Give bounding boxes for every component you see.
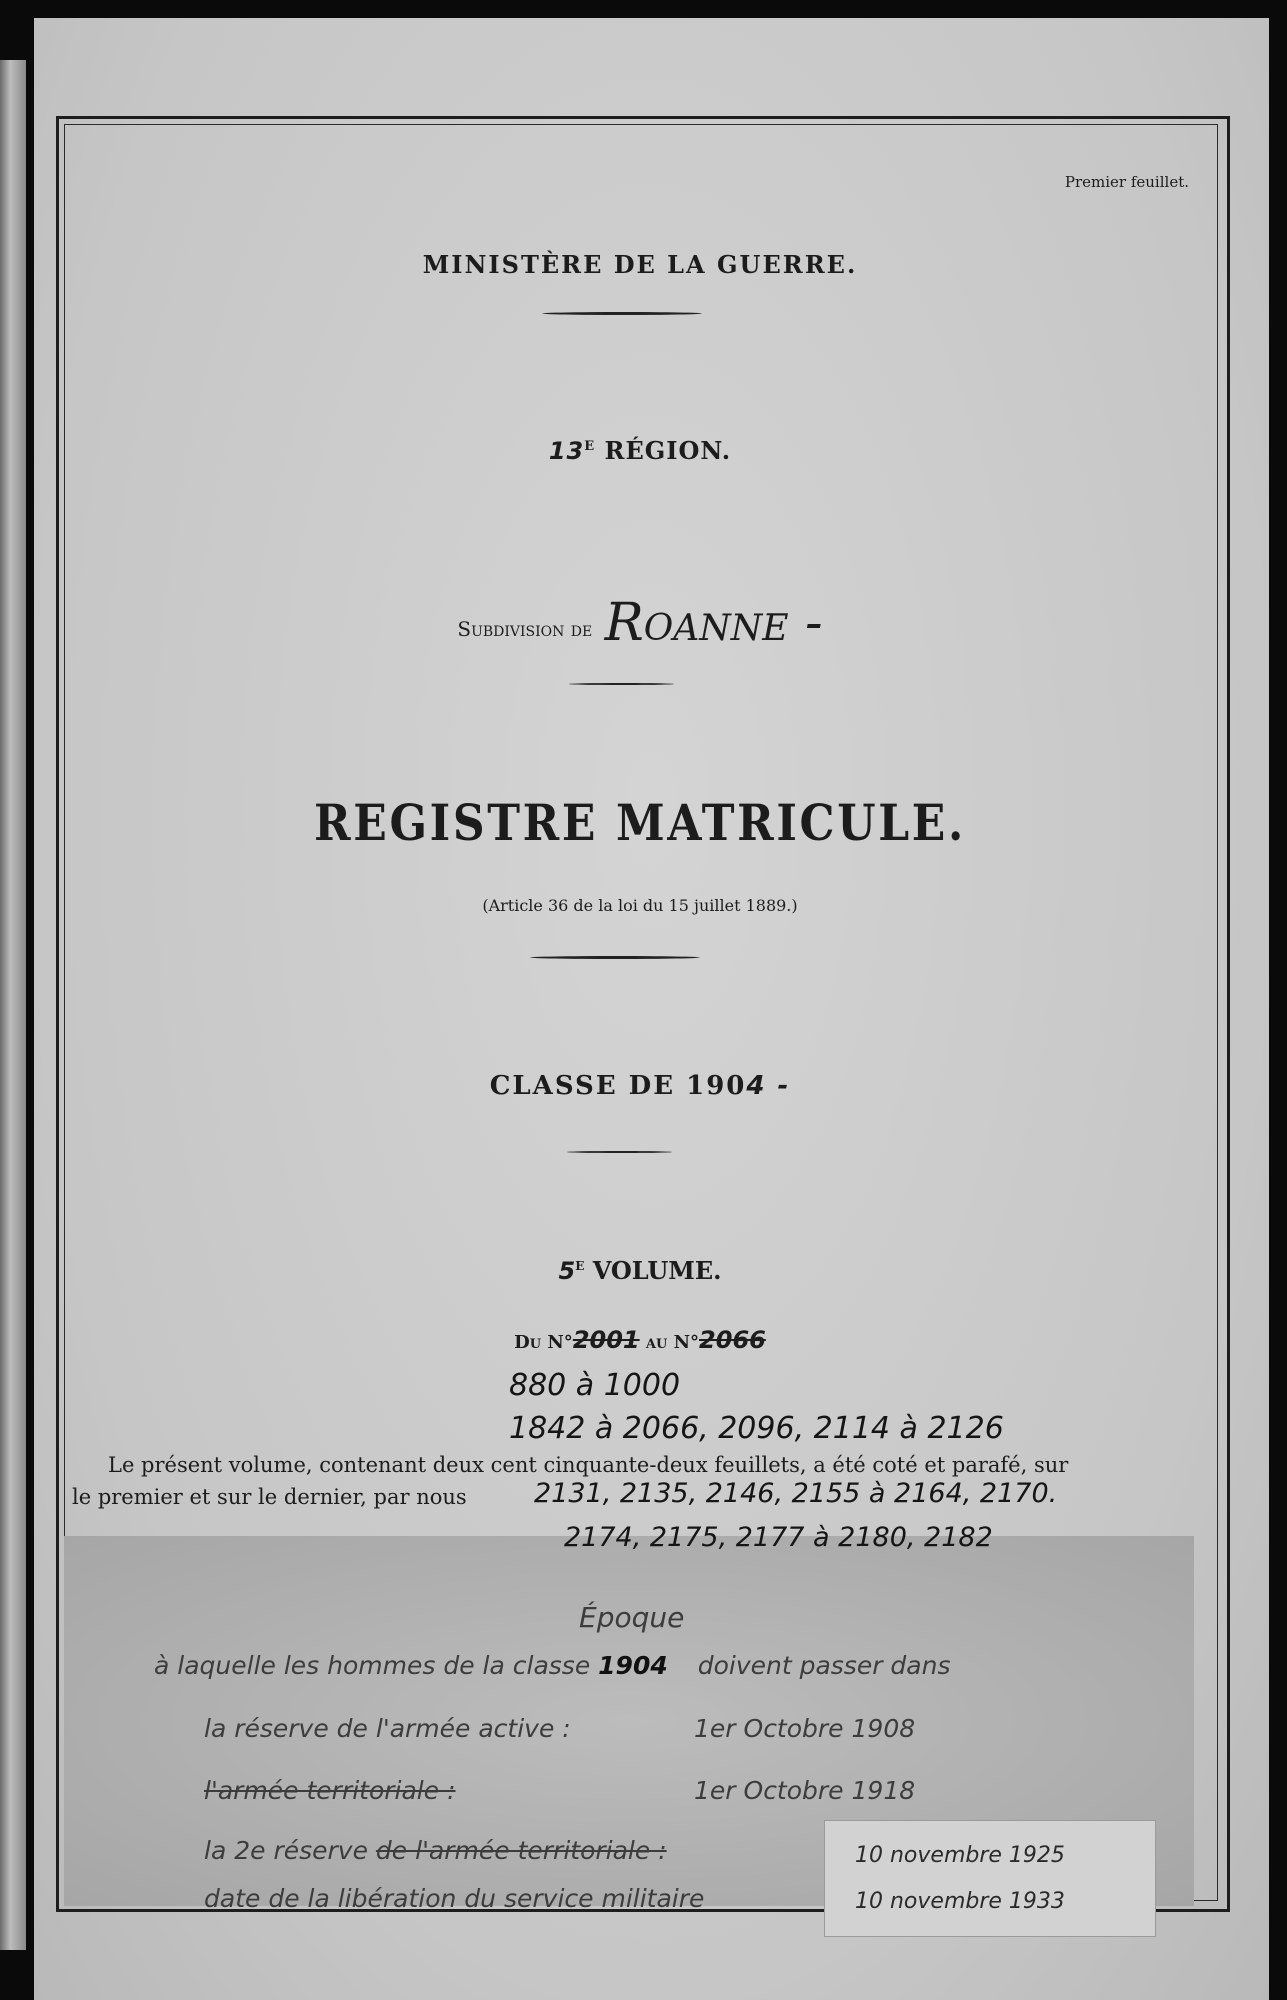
- handwritten-range-3: 2131, 2135, 2146, 2155 à 2164, 2170.: [534, 1478, 1058, 1509]
- slip-line-4-b: de l'armée territoriale :: [375, 1836, 667, 1865]
- adjacent-page-edge: [0, 60, 26, 1950]
- class-label: CLASSE DE 190: [489, 1071, 747, 1101]
- statement-line-2: le premier et sur le dernier, par nous: [72, 1485, 467, 1509]
- slip-line-2-label: la réserve de l'armée active :: [204, 1714, 571, 1743]
- region-heading: [64, 436, 1216, 465]
- range-du-label: Du N°: [514, 1332, 573, 1353]
- range-to: 2066: [699, 1326, 766, 1354]
- slip-line-3-date: 1er Octobre 1918: [694, 1776, 916, 1805]
- register-page: [34, 18, 1269, 2000]
- slip-heading: Époque: [579, 1601, 685, 1634]
- pasted-note: [824, 1820, 1156, 1937]
- slip-line-1-a: à laquelle les hommes de la classe: [154, 1651, 591, 1680]
- slip-line-4: [204, 1836, 667, 1865]
- region-label: RÉGION.: [604, 436, 732, 465]
- note-date-2: 10 novembre 1933: [855, 1889, 1065, 1914]
- number-range: [64, 1326, 1216, 1354]
- region-number: 13: [548, 437, 585, 465]
- slip-line-1: [154, 1651, 951, 1680]
- slip-line-1-b: doivent passer dans: [697, 1651, 951, 1680]
- volume-number: 5: [558, 1257, 576, 1285]
- slip-line-1-year: 1904: [598, 1651, 668, 1680]
- handwritten-range-2: 1842 à 2066, 2096, 2114 à 2126: [509, 1411, 1004, 1446]
- region-sup: E: [584, 439, 596, 454]
- divider: [542, 312, 702, 315]
- class-year-digit: 4 -: [746, 1071, 791, 1101]
- ministry-heading: MINISTÈRE DE LA GUERRE.: [422, 250, 858, 279]
- statement-line-1: Le présent volume, contenant deux cent cinquante-deux feuillets, a été coté et parafé, sur: [108, 1453, 1069, 1477]
- volume-heading: [64, 1256, 1216, 1285]
- subdivision-line: [64, 593, 1216, 653]
- register-title: REGISTRE MATRICULE.: [314, 793, 966, 852]
- volume-sup: E: [575, 1259, 585, 1273]
- feuillet-label: Premier feuillet.: [1064, 173, 1189, 191]
- slip-line-5-label: date de la libération du service militaire: [204, 1884, 705, 1913]
- law-article: (Article 36 de la loi du 15 juillet 1889.): [482, 896, 798, 915]
- volume-label: VOLUME.: [592, 1256, 722, 1285]
- slip-line-2-date: 1er Octobre 1908: [694, 1714, 916, 1743]
- divider: [530, 956, 700, 959]
- handwritten-range-1: 880 à 1000: [509, 1368, 681, 1403]
- handwritten-range-4: 2174, 2175, 2177 à 2180, 2182: [564, 1522, 993, 1553]
- slip-line-4-a: la 2e réserve: [204, 1836, 368, 1865]
- subdivision-name: Roanne -: [604, 593, 823, 653]
- subdivision-label: Subdivision de: [457, 617, 593, 641]
- class-heading: [64, 1071, 1216, 1101]
- divider: [569, 683, 674, 685]
- range-from: 2001: [572, 1326, 640, 1354]
- slip-line-3-label: l'armée territoriale :: [204, 1776, 456, 1805]
- divider: [567, 1151, 672, 1153]
- range-au-label: au N°: [645, 1332, 700, 1353]
- note-date-1: 10 novembre 1925: [855, 1843, 1065, 1868]
